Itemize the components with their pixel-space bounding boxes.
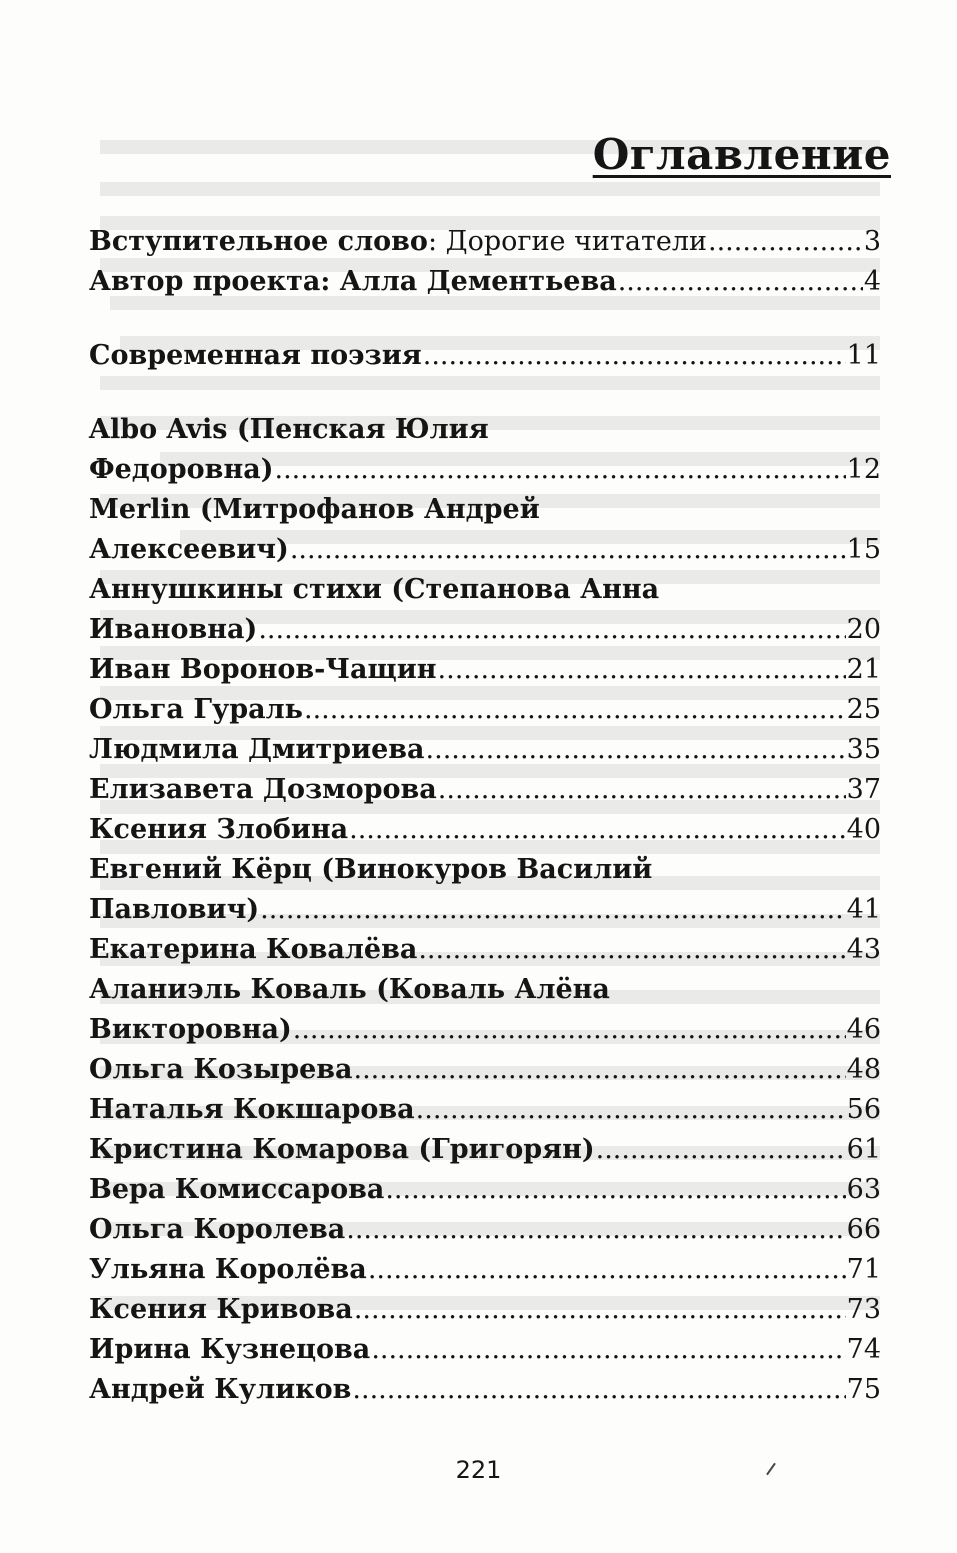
toc-entry[interactable] [89, 1330, 881, 1370]
toc-entry[interactable] [89, 770, 881, 810]
toc-entry-title: Ульяна Королёва [89, 1254, 367, 1285]
dot-leader [293, 1010, 846, 1050]
toc-page-number: 3 [863, 226, 881, 257]
dot-leader [426, 730, 846, 770]
toc-entry[interactable] [89, 1250, 881, 1290]
toc-entry-title-continued: Павлович) [89, 894, 260, 925]
toc-entry-title: Автор проекта: Алла Дементьева [89, 266, 617, 297]
toc-entry-title: Аннушкины стихи (Степанова Анна [89, 574, 660, 605]
dot-leader [385, 1170, 845, 1210]
toc-page-number: 25 [846, 694, 881, 725]
dot-leader [260, 890, 846, 930]
toc-entry[interactable] [89, 1290, 881, 1330]
toc-entry[interactable] [89, 490, 881, 570]
toc-entry-title-continued: Алексеевич) [89, 534, 289, 565]
toc-entry[interactable] [89, 850, 881, 930]
toc-entry-title: Ольга Козырева [89, 1054, 353, 1085]
toc-entry[interactable] [89, 1090, 881, 1130]
toc-entry-title: Merlin (Митрофанов Андрей [89, 494, 540, 525]
toc-page-number: 61 [846, 1134, 881, 1165]
toc-entry[interactable] [89, 650, 881, 690]
toc-page-number: 63 [846, 1174, 881, 1205]
dot-leader [416, 1090, 846, 1130]
toc-page-number: 12 [846, 454, 881, 485]
toc-page-number: 35 [846, 734, 881, 765]
toc-page-number: 4 [863, 266, 881, 297]
dot-leader [290, 530, 846, 570]
toc-page-number: 66 [846, 1214, 881, 1245]
dot-leader [618, 262, 863, 302]
toc-entry[interactable] [89, 410, 881, 490]
toc-section-heading[interactable] [89, 336, 881, 376]
toc-page-number: 48 [846, 1054, 881, 1085]
toc-page-number: 56 [846, 1094, 881, 1125]
toc-entry-title-continued: Ивановна) [89, 614, 258, 645]
toc-entry-subtitle: : Дорогие читатели [427, 226, 708, 257]
dot-leader [354, 1290, 846, 1330]
toc-entry-title: Albo Avis (Пенская Юлия [89, 414, 489, 445]
toc-page-number: 43 [846, 934, 881, 965]
toc-page-number: 74 [846, 1334, 881, 1365]
dot-leader [304, 690, 846, 730]
toc-entry-title-continued: Федоровна) [89, 454, 274, 485]
toc-entry[interactable] [89, 222, 881, 262]
toc-page-number: 37 [846, 774, 881, 805]
toc-entry-title: Ксения Злобина [89, 814, 349, 845]
toc-entry-title: Ксения Кривова [89, 1294, 353, 1325]
dot-leader [418, 930, 845, 970]
toc-entry[interactable] [89, 690, 881, 730]
toc-entry-title: Вера Комиссарова [89, 1174, 385, 1205]
toc-entry-title: Людмила Дмитриева [89, 734, 425, 765]
toc-entry-title: Екатерина Ковалёва [89, 934, 418, 965]
toc-entry-title: Ольга Королева [89, 1214, 346, 1245]
toc-entry-title: Аланиэль Коваль (Коваль Алёна [89, 974, 610, 1005]
toc-entry[interactable] [89, 810, 881, 850]
toc-page-number: 46 [846, 1014, 881, 1045]
dot-leader [274, 450, 845, 490]
page-number-footer: 221 [455, 1456, 502, 1484]
toc-entry-title: Наталья Кокшарова [89, 1094, 415, 1125]
toc-entry[interactable] [89, 1210, 881, 1250]
dot-leader [258, 610, 845, 650]
toc-entry-title: Андрей Куликов [89, 1374, 352, 1405]
dot-leader [596, 1130, 846, 1170]
toc-entry-title: Кристина Комарова (Григорян) [89, 1134, 595, 1165]
toc-page-number: 41 [846, 894, 881, 925]
dot-leader [371, 1330, 845, 1370]
toc-entry-title: Вступительное слово [89, 226, 428, 257]
toc-entry-title: Ирина Кузнецова [89, 1334, 371, 1365]
toc-page-number: 15 [846, 534, 881, 565]
toc-page-number: 75 [846, 1374, 881, 1405]
toc-entry[interactable] [89, 1050, 881, 1090]
toc-entry[interactable] [89, 970, 881, 1050]
toc-page-number: 20 [846, 614, 881, 645]
dot-leader [352, 1370, 845, 1410]
toc-entry[interactable] [89, 262, 881, 302]
dot-leader [368, 1250, 846, 1290]
dot-leader [708, 222, 863, 262]
toc-entry[interactable] [89, 730, 881, 770]
table-of-contents [89, 222, 881, 1410]
toc-page-number: 71 [846, 1254, 881, 1285]
dot-leader [354, 1050, 846, 1090]
toc-entry-title: Ольга Гураль [89, 694, 303, 725]
toc-entry-title: Современная поэзия [89, 340, 422, 371]
toc-page-number: 73 [846, 1294, 881, 1325]
toc-page-number: 21 [846, 654, 881, 685]
dot-leader [438, 650, 846, 690]
dot-leader [423, 336, 846, 376]
dot-leader [438, 770, 846, 810]
dot-leader [346, 1210, 845, 1250]
dot-leader [349, 810, 846, 850]
toc-entry-title: Евгений Кёрц (Винокуров Василий [89, 854, 653, 885]
toc-entry[interactable] [89, 1370, 881, 1410]
toc-entry[interactable] [89, 570, 881, 650]
toc-entry-title: Елизавета Дозморова [89, 774, 437, 805]
toc-entry[interactable] [89, 1130, 881, 1170]
toc-entry-title: Иван Воронов-Чащин [89, 654, 437, 685]
toc-entry-title-continued: Викторовна) [89, 1014, 292, 1045]
toc-entry[interactable] [89, 1170, 881, 1210]
toc-page-number: 11 [846, 340, 881, 371]
toc-entry[interactable] [89, 930, 881, 970]
toc-page-number: 40 [846, 814, 881, 845]
page-title: Оглавление [592, 130, 891, 179]
